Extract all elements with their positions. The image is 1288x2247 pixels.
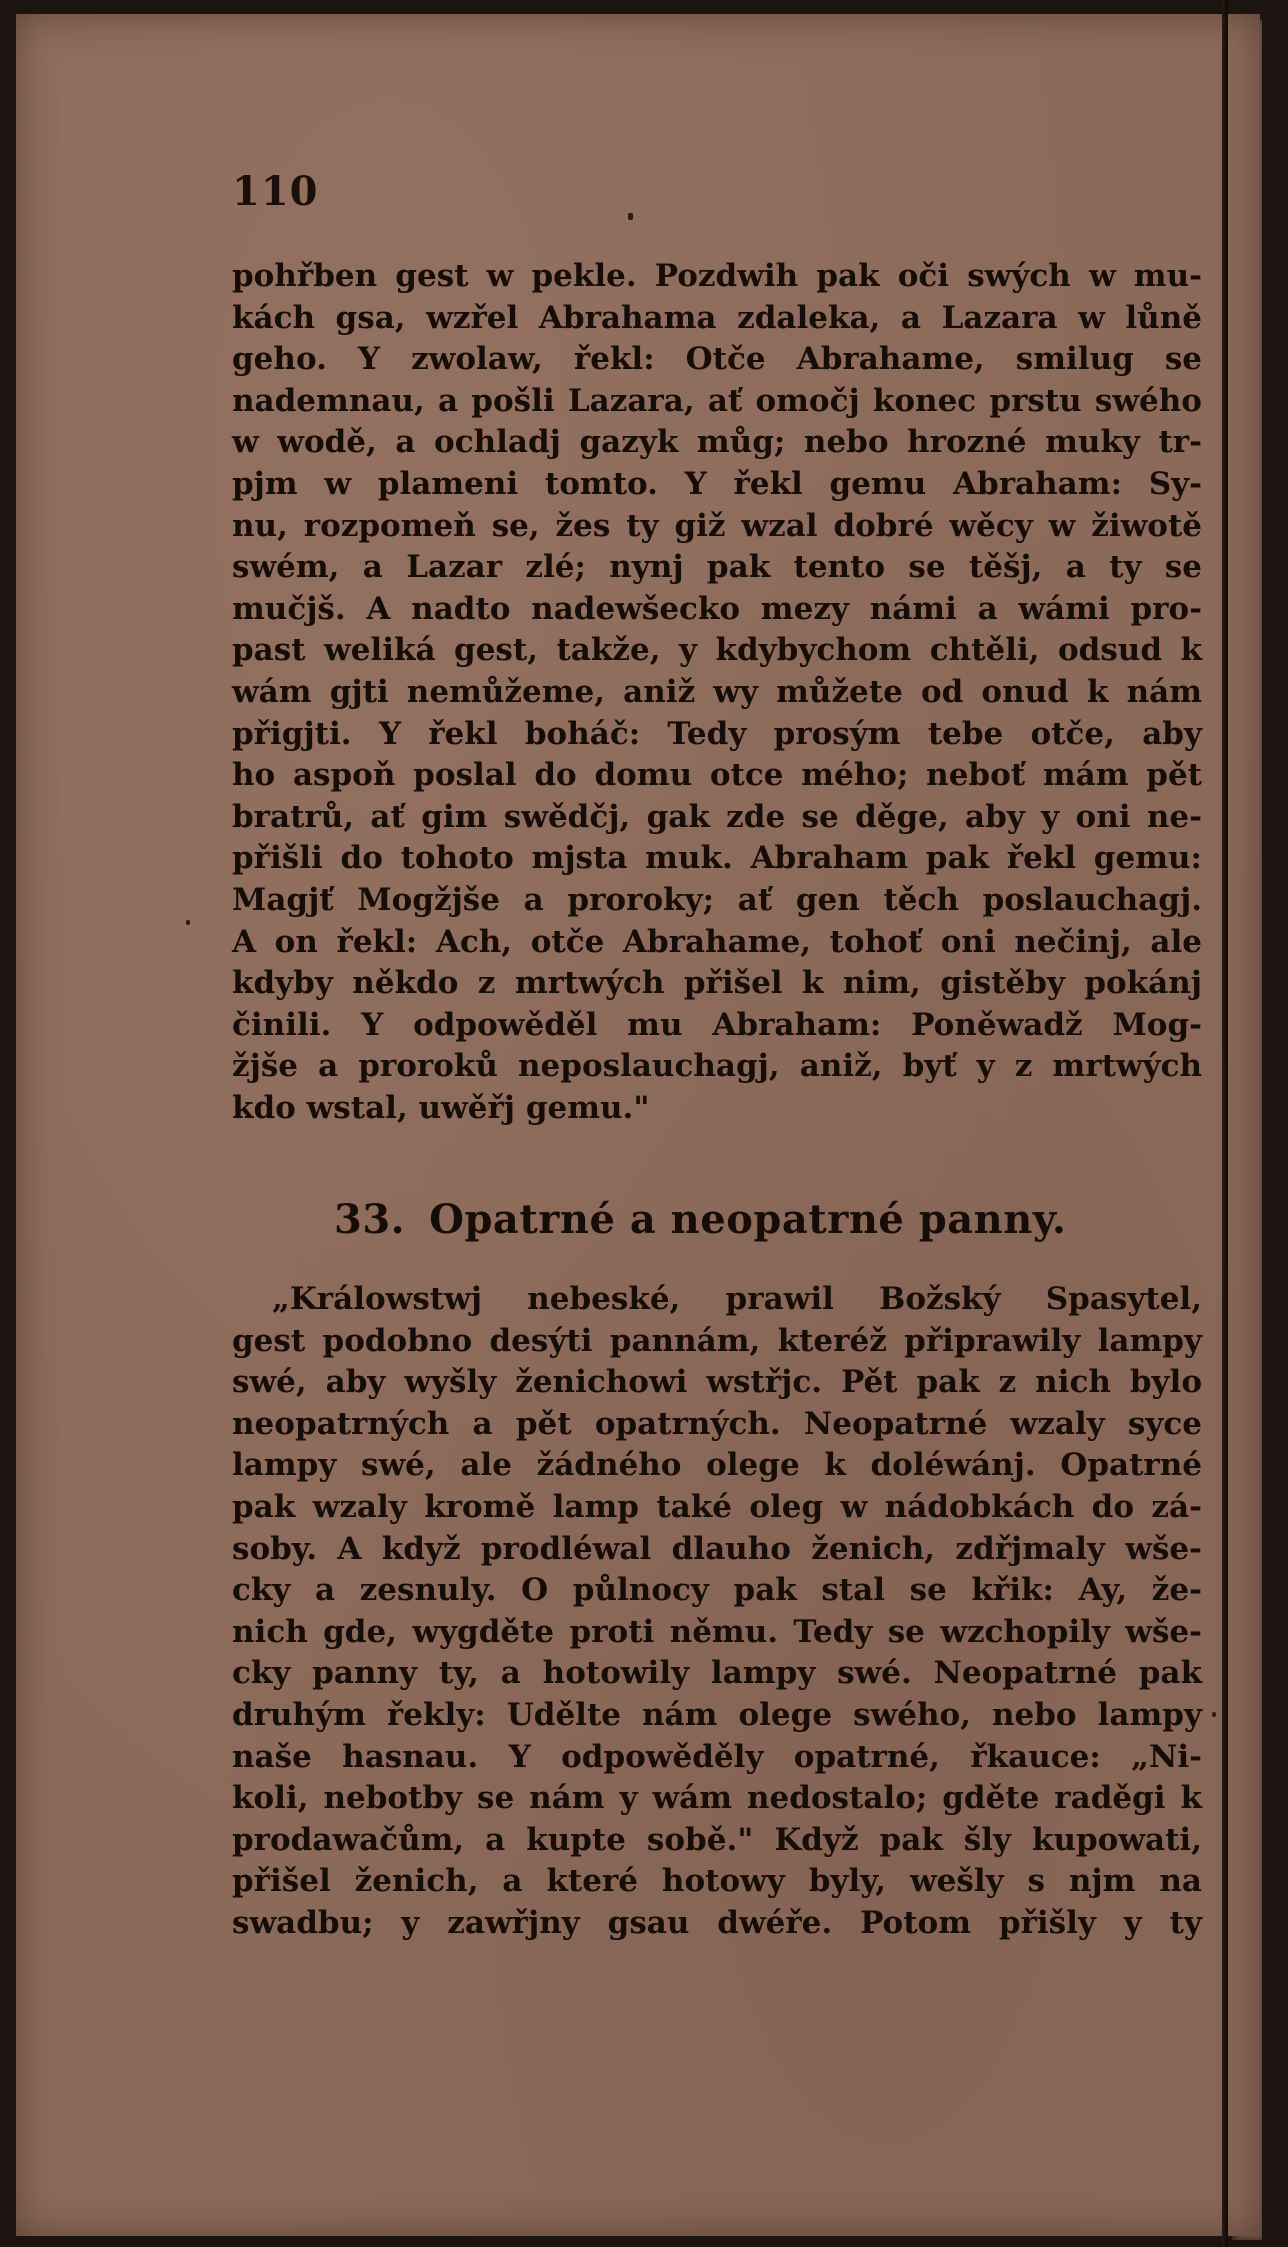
text-line: A on řekl: Ach, otče Abrahame, tohoť oni nečinj, ale bbox=[232, 923, 1202, 960]
text-line: geho. Y zwolaw, řekl: Otče Abrahame, smilug se bbox=[232, 341, 1202, 378]
text-line: kdyby někdo z mrtwých přišel k nim, gistěby pokánj bbox=[232, 965, 1202, 1002]
text-line: ho aspoň poslal do domu otce mého; neboť mám pět bbox=[232, 757, 1202, 794]
text-line: kdo wstal, uwěřj gemu." bbox=[232, 1089, 650, 1126]
text-line: přišel ženich, a které hotowy byly, wešly s njm na bbox=[232, 1863, 1202, 1900]
text-line: cky panny ty, a hotowily lampy swé. Neopatrné pak bbox=[232, 1655, 1202, 1692]
page-number: 110 bbox=[232, 168, 319, 215]
text-line: past weliká gest, takže, y kdybychom chtěli, odsud k bbox=[232, 632, 1202, 669]
text-line: přigjti. Y řekl boháč: Tedy prosým tebe otče, aby bbox=[232, 715, 1202, 752]
gutter-shadow bbox=[1222, 0, 1228, 2247]
ink-speck bbox=[1212, 1712, 1216, 1717]
text-line: cky a zesnuly. O půlnocy pak stal se křik: Ay, že- bbox=[232, 1572, 1202, 1609]
text-line: prodawačům, a kupte sobě." Když pak šly kupowati, bbox=[232, 1821, 1202, 1858]
text-line: pohřben gest w pekle. Pozdwih pak oči swých w mu- bbox=[232, 258, 1202, 294]
text-line: lampy swé, ale žádného olege k doléwánj. Opatrné bbox=[232, 1447, 1202, 1484]
text-line: „Králowstwj nebeské, prawil Božský Spasytel, bbox=[272, 1281, 1202, 1317]
text-line: pak wzaly kromě lamp také oleg w nádobkách do zá- bbox=[232, 1488, 1202, 1525]
section-heading bbox=[334, 1196, 1066, 1243]
text-line: nich gde, wygděte proti němu. Tedy se wzchopily wše- bbox=[232, 1613, 1202, 1650]
text-line: nademnau, a pošli Lazara, ať omočj konec prstu swého bbox=[232, 382, 1202, 419]
text-line: naše hasnau. Y odpowěděly opatrné, řkauce: „Ni- bbox=[232, 1738, 1202, 1775]
ink-speck bbox=[186, 920, 190, 925]
text-line: žjše a proroků neposlauchagj, aniž, byť y z mrtwých bbox=[232, 1048, 1202, 1085]
text-line: soby. A když prodléwal dlauho ženich, zdřjmaly wše- bbox=[232, 1530, 1202, 1567]
text-line: mučjš. A nadto nadewšecko mezy námi a wámi pro- bbox=[232, 590, 1202, 627]
text-line: neopatrných a pět opatrných. Neopatrné wzaly syce bbox=[232, 1405, 1202, 1442]
section-number: 33. bbox=[334, 1196, 406, 1243]
text-line: wám gjti nemůžeme, aniž wy můžete od onud k nám bbox=[232, 673, 1202, 710]
text-line: činili. Y odpowěděl mu Abraham: Poněwadž Mog- bbox=[232, 1006, 1202, 1043]
ink-speck bbox=[628, 213, 633, 220]
text-line: Magjť Mogžjše a proroky; ať gen těch poslauchagj. bbox=[232, 881, 1202, 918]
text-line: w wodě, a ochladj gazyk můg; nebo hrozné muky tr- bbox=[232, 424, 1202, 461]
text-line: nu, rozpomeň se, žes ty giž wzal dobré wěcy w žiwotě bbox=[232, 507, 1202, 544]
text-line: pjm w plameni tomto. Y řekl gemu Abraham: Sy- bbox=[232, 465, 1202, 502]
paragraph-1 bbox=[232, 256, 1202, 1129]
text-line: swém, a Lazar zlé; nynj pak tento se těšj, a ty se bbox=[232, 549, 1202, 586]
text-line: kách gsa, wzřel Abrahama zdaleka, a Lazara w lůně bbox=[232, 299, 1202, 336]
text-line: swadbu; y zawřjny gsau dwéře. Potom přišly y ty bbox=[232, 1904, 1202, 1941]
text-line: přišli do tohoto mjsta muk. Abraham pak řekl gemu: bbox=[232, 840, 1202, 877]
text-line: koli, nebotby se nám y wám nedostalo; gděte raděgi k bbox=[232, 1780, 1202, 1817]
text-line: gest podobno desýti pannám, kteréž připrawily lampy bbox=[232, 1322, 1202, 1359]
paragraph-2 bbox=[232, 1279, 1202, 1945]
text-line: druhým řekly: Udělte nám olege swého, nebo lampy bbox=[232, 1696, 1202, 1733]
text-line: swé, aby wyšly ženichowi wstřjc. Pět pak z nich bylo bbox=[232, 1364, 1202, 1401]
section-title: Opatrné a neopatrné panny. bbox=[429, 1196, 1067, 1243]
text-line: bratrů, ať gim swědčj, gak zde se děge, aby y oni ne- bbox=[232, 798, 1202, 835]
